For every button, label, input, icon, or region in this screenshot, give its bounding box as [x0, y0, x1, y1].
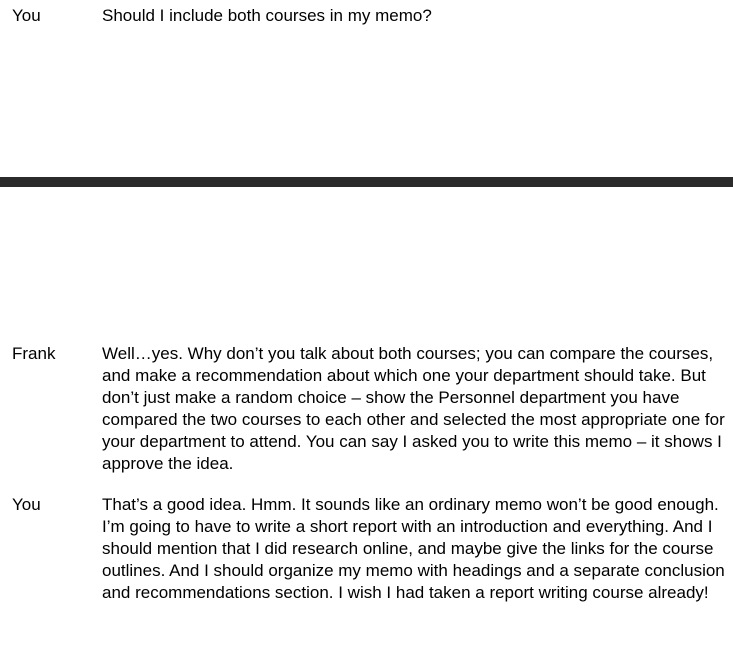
- dialogue-text: Should I include both courses in my memo?: [102, 6, 432, 25]
- dialogue-text: That’s a good idea. Hmm. It sounds like an ordinary memo won’t be good enough. I’m going to have to write a short report with an introduction and everything. And I should mention that I did research online, and maybe give the links for the course outlines. And I should organize my memo with headings and a separate conclusion and recommendations section. I wish I had taken a report writing course already!: [102, 495, 725, 602]
- speaker-name: You: [12, 495, 41, 514]
- section-divider: [0, 177, 733, 187]
- speaker-name: Frank: [12, 344, 56, 363]
- dialogue-text: Well…yes. Why don’t you talk about both courses; you can compare the courses, and make a recommendation about which one your department should take. But don’t just make a random choice – show the Personnel department you have compared the two courses to each other and selected the most appropriate one for your department to attend. You can say I asked you to write this memo – it shows I approve the idea.: [102, 344, 725, 473]
- speaker-name: You: [12, 6, 41, 25]
